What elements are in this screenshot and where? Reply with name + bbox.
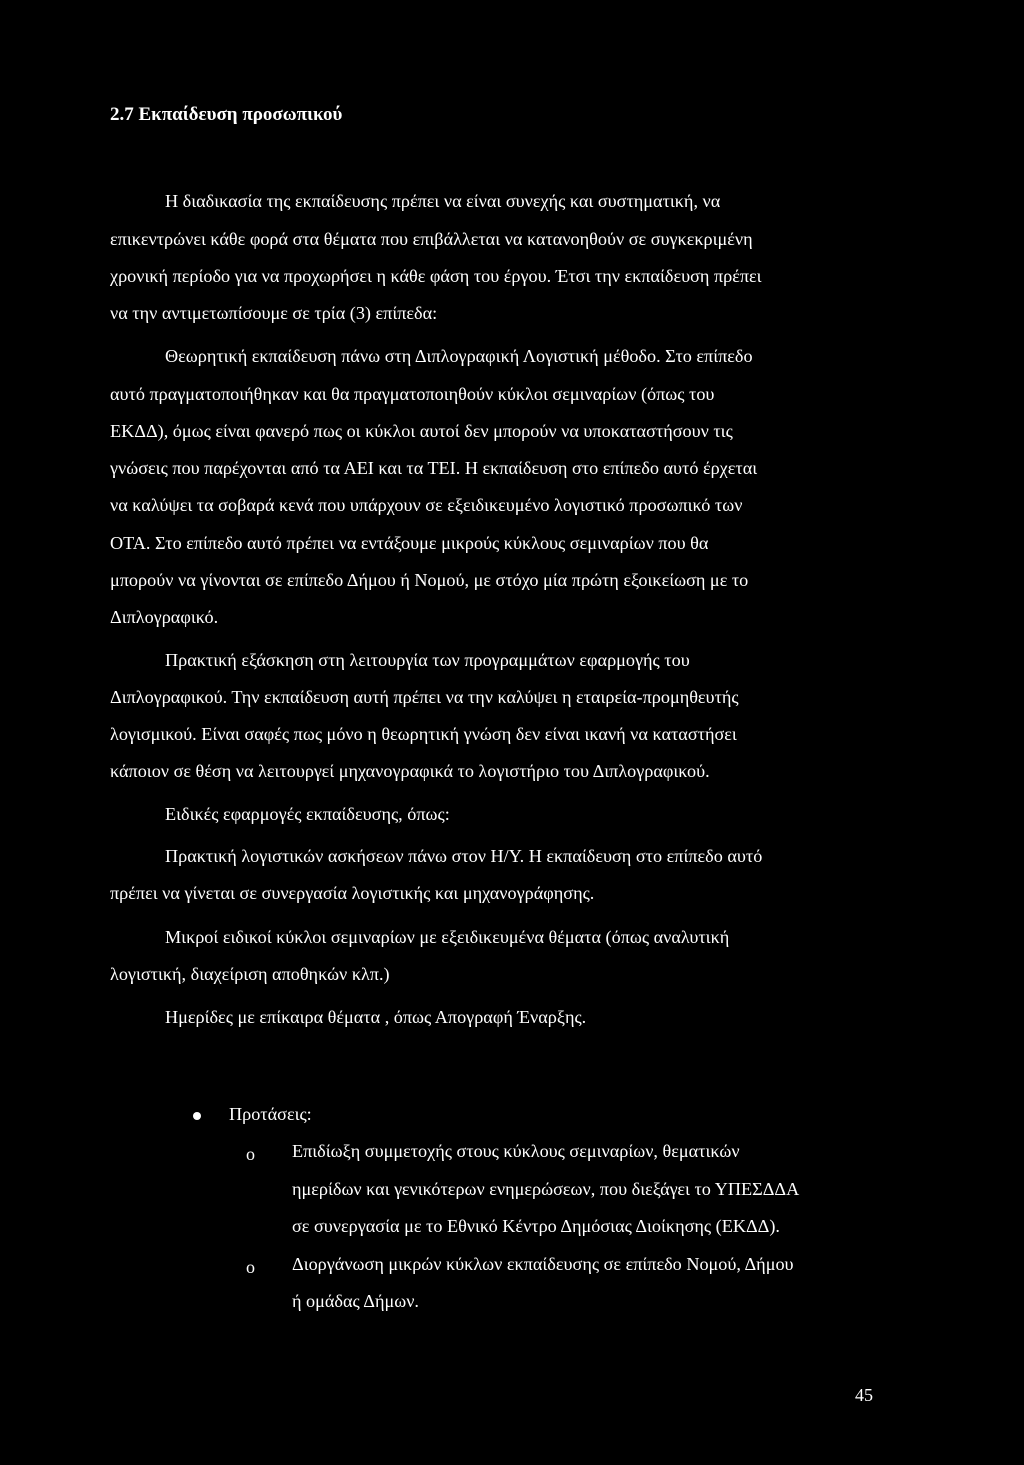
sub-bullet-icon: o bbox=[246, 1144, 255, 1164]
body-line: να την αντιμετωπίσουμε σε τρία (3) επίπεδα: bbox=[110, 303, 438, 323]
body-line: λογισμικού. Είναι σαφές πως μόνο η θεωρητική γνώση δεν είναι ικανή να καταστήσει bbox=[110, 724, 737, 744]
body-line: Ημερίδες με επίκαιρα θέματα , όπως Απογραφή Έναρξης. bbox=[165, 1007, 587, 1027]
body-line: Διπλογραφικό. bbox=[110, 607, 219, 627]
body-line: χρονική περίοδο για να προχωρήσει η κάθε φάση του έργου. Έτσι την εκπαίδευση πρέπει bbox=[110, 266, 762, 286]
body-line: γνώσεις που παρέχονται από τα ΑΕΙ και τα ΤΕΙ. Η εκπαίδευση στο επίπεδο αυτό έρχεται bbox=[110, 458, 758, 478]
proposal-line: σε συνεργασία με το Εθνικό Κέντρο Δημόσιας Διοίκησης (ΕΚΔΔ). bbox=[292, 1216, 780, 1236]
body-line: να καλύψει τα σοβαρά κενά που υπάρχουν σε εξειδικευμένο λογιστικό προσωπικό των bbox=[110, 495, 743, 515]
proposal-line: Διοργάνωση μικρών κύκλων εκπαίδευσης σε επίπεδο Νομού, Δήμου bbox=[292, 1254, 794, 1274]
body-line: κάποιον σε θέση να λειτουργεί μηχανογραφικά το λογιστήριο του Διπλογραφικού. bbox=[110, 761, 710, 781]
body-line: αυτό πραγματοποιήθηκαν και θα πραγματοποιηθούν κύκλοι σεμιναρίων (όπως του bbox=[110, 384, 715, 404]
proposals-label: Προτάσεις: bbox=[229, 1104, 312, 1124]
body-line: Ειδικές εφαρμογές εκπαίδευσης, όπως: bbox=[165, 804, 450, 824]
proposal-line: ή ομάδας Δήμων. bbox=[292, 1291, 419, 1311]
body-line: επικεντρώνει κάθε φορά στα θέματα που επιβάλλεται να κατανοηθούν σε συγκεκριμένη bbox=[110, 229, 753, 249]
body-line: μπορούν να γίνονται σε επίπεδο Δήμου ή Νομού, με στόχο μία πρώτη εξοικείωση με το bbox=[110, 570, 749, 590]
section-heading: 2.7 Εκπαίδευση προσωπικού bbox=[110, 104, 343, 125]
body-line: λογιστική, διαχείριση αποθηκών κλπ.) bbox=[110, 964, 390, 984]
proposal-line: ημερίδων και γενικότερων ενημερώσεων, που διεξάγει το ΥΠΕΣΔΔΑ bbox=[292, 1179, 800, 1199]
body-line: πρέπει να γίνεται σε συνεργασία λογιστικής και μηχανογράφησης. bbox=[110, 883, 595, 903]
proposal-line: Επιδίωξη συμμετοχής στους κύκλους σεμιναρίων, θεματικών bbox=[292, 1141, 740, 1161]
body-line: Η διαδικασία της εκπαίδευσης πρέπει να είναι συνεχής και συστηματική, να bbox=[165, 191, 721, 211]
body-line: Θεωρητική εκπαίδευση πάνω στη Διπλογραφική Λογιστική μέθοδο. Στο επίπεδο bbox=[165, 346, 753, 366]
body-line: Πρακτική λογιστικών ασκήσεων πάνω στον Η/Υ. Η εκπαίδευση στο επίπεδο αυτό bbox=[165, 846, 763, 866]
body-line: Διπλογραφικού. Την εκπαίδευση αυτή πρέπει να την καλύψει η εταιρεία-προμηθευτής bbox=[110, 687, 739, 707]
body-line: Πρακτική εξάσκηση στη λειτουργία των προγραμμάτων εφαρμογής του bbox=[165, 650, 690, 670]
body-line: ΕΚΔΔ), όμως είναι φανερό πως οι κύκλοι αυτοί δεν μπορούν να υποκαταστήσουν τις bbox=[110, 421, 733, 441]
body-line: ΟΤΑ. Στο επίπεδο αυτό πρέπει να εντάξουμε μικρούς κύκλους σεμιναρίων που θα bbox=[110, 533, 709, 553]
sub-bullet-icon: o bbox=[246, 1257, 255, 1277]
page-number: 45 bbox=[855, 1385, 873, 1405]
body-line: Μικροί ειδικοί κύκλοι σεμιναρίων με εξειδικευμένα θέματα (όπως αναλυτική bbox=[165, 927, 730, 947]
bullet-icon bbox=[193, 1112, 201, 1120]
